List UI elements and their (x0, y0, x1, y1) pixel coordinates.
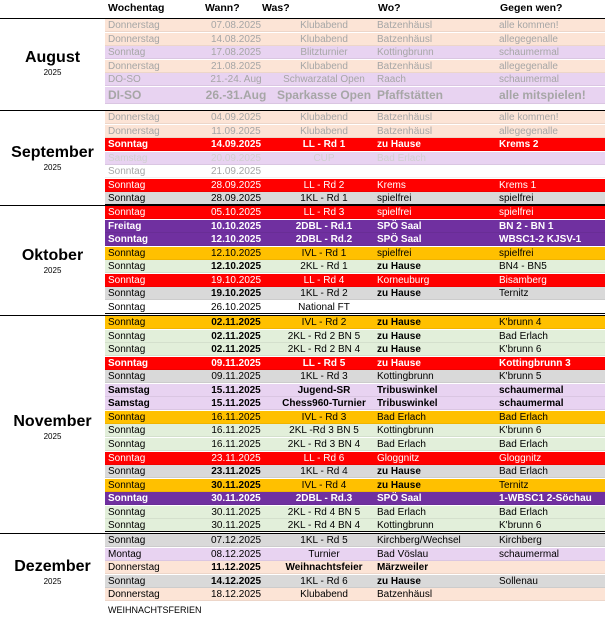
cell-date: 16.11.2025 (211, 438, 261, 450)
cell-where: Batzenhäusl (377, 20, 433, 31)
cell-what: LL - Rd 5 (302, 357, 346, 369)
cell-where: Batzenhäusl (377, 589, 433, 601)
cell-day: DO-SO (108, 74, 141, 86)
cell-where: Tribuswinkel (377, 398, 438, 410)
cell-what: Sparkasse Open (276, 87, 372, 102)
table-row (105, 220, 605, 233)
table-row (105, 561, 605, 574)
cell-date: 09.11.2025 (211, 371, 261, 383)
cell-what: Jugend-SR (297, 384, 351, 396)
cell-what: 2KL - Rd 4 BN 4 (287, 520, 361, 532)
month-name: August (24, 49, 81, 66)
table-row (105, 452, 605, 465)
table-row (105, 316, 605, 329)
header-wann: Wann? (205, 2, 240, 14)
cell-what: IVL - Rd 2 (301, 317, 347, 328)
table-row (105, 33, 605, 46)
cell-date: 12.10.2025 (210, 234, 262, 246)
cell-day: Samstag (108, 152, 148, 164)
cell-opponent: Krems 2 (499, 139, 539, 151)
table-row (105, 588, 605, 601)
cell-opponent: allegegenalle (499, 33, 558, 45)
cell-day: Sonntag (108, 425, 146, 437)
cell-opponent: schaumermal (499, 548, 560, 560)
cell-where: Bad Vöslau (377, 548, 429, 560)
cell-day: Sonntag (108, 466, 146, 478)
table-row (105, 73, 605, 86)
cell-date: 30.11.2025 (211, 506, 261, 518)
cell-day: Donnerstag (108, 589, 160, 601)
cell-opponent: BN 2 - BN 1 (499, 220, 554, 232)
cell-what: LL - Rd 3 (303, 207, 345, 218)
cell-opponent: allegegenalle (499, 125, 558, 137)
cell-where: zu Hause (377, 357, 421, 369)
table-row (105, 87, 605, 104)
header-wochentag: Wochentag (108, 2, 165, 14)
cell-date: 26.10.2025 (210, 301, 262, 313)
cell-what: Klubabend (300, 589, 348, 601)
cell-where: Tribuswinkel (377, 384, 438, 396)
cell-day: Sonntag (108, 479, 146, 491)
cell-day: Sonntag (108, 47, 146, 59)
cell-where: Batzenhäusl (377, 60, 433, 72)
cell-opponent: K'brunn 6 (499, 344, 542, 356)
cell-where: Raach (377, 74, 406, 86)
table-row (105, 492, 605, 505)
cell-day: Sonntag (108, 179, 146, 191)
cell-opponent: Ternitz (499, 288, 529, 300)
cell-opponent: Bad Erlach (499, 466, 548, 478)
cell-what: 2KL - Rd 2 BN 4 (287, 344, 361, 356)
cell-what: LL - Rd 1 (302, 139, 346, 151)
cell-where: zu Hause (377, 575, 421, 587)
cell-opponent: spielfrei (499, 247, 534, 259)
cell-day: DI-SO (108, 87, 142, 102)
cell-day: Sonntag (108, 139, 148, 151)
header-wo: Wo? (378, 2, 401, 14)
cell-where: SPÖ Saal (377, 234, 422, 246)
cell-where: SPÖ Saal (377, 493, 422, 505)
cell-where: spielfrei (377, 207, 412, 218)
cell-date: 10.10.2025 (210, 220, 262, 232)
cell-what: CUP (313, 152, 335, 164)
cell-what: Schwarzatal Open (283, 74, 365, 86)
cell-where: zu Hause (377, 330, 421, 342)
cell-date: 28.09.2025 (210, 179, 262, 191)
cell-day: Sonntag (108, 575, 146, 587)
table-row (105, 152, 605, 165)
cell-date: 05.10.2025 (210, 207, 262, 218)
cell-where: spielfrei (377, 247, 412, 259)
cell-what: 2KL -Rd 3 BN 5 (289, 425, 359, 437)
cell-date: 08.12.2025 (210, 548, 262, 560)
cell-day: Sonntag (108, 535, 146, 546)
cell-date: 30.11.2025 (211, 493, 261, 505)
cell-day: Sonntag (108, 274, 146, 286)
cell-date: 11.12.2025 (211, 562, 261, 574)
cell-date: 12.10.2025 (210, 247, 262, 259)
cell-day: Sonntag (108, 344, 146, 356)
cell-date: 16.11.2025 (211, 411, 261, 423)
cell-what: 1KL - Rd 5 (300, 535, 348, 546)
cell-day: Donnerstag (108, 20, 160, 31)
cell-day: Montag (108, 548, 142, 560)
cell-where: Bad Erlach (377, 411, 426, 423)
cell-what: Klubabend (300, 20, 348, 31)
cell-what: Chess960-Turnier (282, 398, 366, 410)
cell-date: 02.11.2025 (211, 317, 261, 328)
cell-where: Kottingbrunn (377, 47, 434, 59)
cell-what: 1KL - Rd 4 (300, 466, 348, 478)
header-gegen: Gegen wen? (500, 2, 563, 14)
cell-opponent: Bad Erlach (499, 411, 548, 423)
cell-date: 14.08.2025 (210, 33, 262, 45)
cell-what: LL - Rd 2 (303, 179, 345, 191)
cell-day: Donnerstag (108, 60, 160, 72)
cell-opponent: Ternitz (499, 479, 529, 491)
cell-opponent: Gloggnitz (499, 452, 542, 464)
cell-opponent: WBSC1-2 KJSV-1 (499, 234, 582, 246)
cell-where: zu Hause (377, 344, 421, 356)
cell-date: 19.10.2025 (210, 274, 262, 286)
cell-day: Samstag (108, 398, 150, 410)
cell-date: 26.-31.Aug (205, 87, 267, 102)
cell-opponent: schaumermal (499, 398, 564, 410)
cell-what: Klubabend (300, 60, 348, 72)
cell-opponent: Krems 1 (499, 179, 537, 191)
cell-date: 17.08.2025 (210, 47, 262, 59)
table-row (105, 60, 605, 73)
cell-what: 2KL - Rd 3 BN 4 (287, 438, 361, 450)
cell-day: Sonntag (108, 520, 146, 532)
cell-where: zu Hause (377, 466, 421, 478)
cell-date: 21.-24. Aug (210, 74, 262, 86)
month-november (0, 413, 105, 443)
cell-opponent: K'brunn 6 (499, 520, 542, 532)
cell-day: Donnerstag (108, 112, 160, 123)
month-september (0, 144, 105, 174)
month-year: 2025 (43, 266, 62, 275)
cell-opponent: allegegenalle (499, 60, 558, 72)
cell-opponent: Bad Erlach (499, 438, 548, 450)
cell-date: 30.11.2025 (211, 479, 261, 491)
cell-date: 07.08.2025 (210, 20, 262, 31)
cell-day: Donnerstag (108, 562, 160, 574)
cell-date: 04.09.2025 (210, 112, 262, 123)
cell-date: 12.10.2025 (210, 261, 262, 273)
month-year: 2025 (43, 432, 62, 441)
cell-day: Sonntag (108, 301, 146, 313)
cell-where: Korneuburg (377, 274, 430, 286)
cell-opponent: 1-WBSC1 2-Söchau (499, 493, 592, 505)
cell-what: LL - Rd 4 (303, 274, 345, 286)
cell-date: 02.11.2025 (211, 330, 261, 342)
cell-day: Freitag (108, 220, 142, 232)
cell-date: 11.09.2025 (211, 125, 261, 137)
cell-opponent: Sollenau (499, 575, 538, 587)
table-row (105, 575, 605, 588)
footer-note: WEIHNACHTSFERIEN (108, 605, 202, 615)
cell-day: Donnerstag (108, 33, 160, 45)
cell-what: Klubabend (300, 125, 348, 137)
cell-what: 1KL - Rd 3 (300, 371, 348, 383)
cell-what: 2DBL - Rd.2 (295, 234, 353, 246)
cell-what: 2KL - Rd 4 BN 5 (287, 506, 361, 518)
cell-opponent: Bad Erlach (499, 330, 548, 342)
month-oktober (0, 247, 105, 277)
cell-day: Sonntag (108, 330, 146, 342)
table-row (105, 330, 605, 343)
cell-opponent: Kirchberg (499, 535, 542, 546)
cell-date: 14.12.2025 (210, 575, 262, 587)
table-row (105, 479, 605, 492)
cell-opponent: alle kommen! (499, 20, 559, 31)
cell-opponent: K'brunn 4 (499, 317, 542, 328)
cell-date: 15.11.2025 (211, 398, 261, 410)
cell-what: 2DBL - Rd.3 (295, 493, 353, 505)
table-row (105, 548, 605, 561)
cell-date: 23.11.2025 (211, 466, 261, 478)
cell-date: 15.11.2025 (211, 384, 261, 396)
month-name: September (11, 144, 94, 161)
cell-where: Pfaffstätten (377, 87, 444, 102)
table-row (105, 192, 605, 205)
table-row (105, 343, 605, 356)
table-row (105, 260, 605, 273)
cell-what: 1KL - Rd 1 (300, 193, 348, 205)
cell-opponent: K'brunn 5 (499, 371, 542, 383)
table-row (105, 506, 605, 519)
cell-day: Sonntag (108, 193, 146, 205)
cell-date: 20.09.2025 (210, 152, 262, 164)
table-row (105, 438, 605, 451)
cell-opponent: spielfrei (499, 207, 534, 218)
cell-where: Kirchberg/Wechsel (377, 535, 461, 546)
cell-day: Sonntag (108, 247, 146, 259)
cell-day: Sonntag (108, 438, 146, 450)
cell-day: Sonntag (108, 371, 146, 383)
cell-date: 02.11.2025 (211, 344, 261, 356)
cell-where: Batzenhäusl (377, 112, 433, 123)
table-row (105, 165, 605, 178)
table-row (105, 424, 605, 437)
table-row (105, 19, 605, 32)
cell-what: Klubabend (300, 112, 348, 123)
table-row (105, 357, 605, 370)
cell-day: Sonntag (108, 357, 148, 369)
cell-what: 2DBL - Rd.1 (295, 220, 353, 232)
month-august (0, 49, 105, 79)
cell-date: 23.11.2025 (211, 452, 261, 464)
cell-where: spielfrei (377, 193, 412, 205)
table-row (105, 534, 605, 547)
cell-where: zu Hause (377, 479, 421, 491)
table-row (105, 125, 605, 138)
table-row (105, 179, 605, 192)
table-row (105, 370, 605, 383)
table-row (105, 301, 605, 314)
cell-where: Batzenhäusl (377, 125, 433, 137)
cell-date: 14.09.2025 (210, 139, 262, 151)
cell-what: IVL - Rd 3 (301, 411, 347, 423)
cell-opponent: K'brunn 6 (499, 425, 542, 437)
cell-what: 1KL - Rd 6 (300, 575, 348, 587)
cell-date: 21.09.2025 (210, 166, 262, 178)
table-row (105, 465, 605, 478)
table-row (105, 287, 605, 300)
table-row (105, 138, 605, 151)
cell-where: Märzweiler (377, 562, 429, 574)
cell-what: LL - Rd 6 (303, 452, 345, 464)
month-year: 2025 (43, 577, 62, 586)
cell-opponent: spielfrei (499, 193, 534, 205)
cell-day: Sonntag (108, 234, 148, 246)
table-row (105, 411, 605, 424)
cell-opponent: Kottingbrunn 3 (499, 357, 571, 369)
month-dezember (0, 558, 105, 588)
cell-day: Sonntag (108, 411, 146, 423)
cell-day: Sonntag (108, 207, 146, 218)
table-row (105, 206, 605, 219)
cell-opponent: schaumermal (499, 74, 560, 86)
cell-what: 2KL - Rd 2 BN 5 (287, 330, 361, 342)
month-name: November (13, 413, 92, 430)
table-row (105, 247, 605, 260)
cell-where: Bad Erlach (377, 152, 426, 164)
cell-day: Sonntag (108, 493, 148, 505)
cell-where: zu Hause (377, 261, 421, 273)
table-row (105, 274, 605, 287)
table-row (105, 384, 605, 397)
cell-what: Turnier (308, 548, 340, 560)
cell-opponent: schaumermal (499, 47, 560, 59)
cell-what: Weihnachtsfeier (285, 562, 363, 574)
cell-day: Sonntag (108, 506, 146, 518)
month-year: 2025 (43, 68, 62, 77)
month-name: Oktober (21, 247, 84, 264)
table-row (105, 111, 605, 124)
cell-day: Sonntag (108, 317, 146, 328)
cell-where: Bad Erlach (377, 506, 426, 518)
cell-date: 09.11.2025 (211, 357, 261, 369)
cell-day: Sonntag (108, 166, 146, 178)
cell-opponent: schaumermal (499, 384, 564, 396)
cell-opponent: alle mitspielen! (499, 87, 586, 102)
cell-day: Sonntag (108, 452, 146, 464)
cell-what: Blitzturnier (300, 47, 348, 59)
cell-date: 19.10.2025 (210, 288, 262, 300)
cell-where: zu Hause (377, 139, 421, 151)
month-name: Dezember (14, 558, 91, 575)
cell-what: IVL - Rd 1 (301, 247, 347, 259)
cell-day: Donnerstag (108, 125, 160, 137)
table-row (105, 233, 605, 246)
table-row (105, 46, 605, 59)
cell-where: Kottingbrunn (377, 520, 434, 532)
cell-date: 30.11.2025 (211, 520, 261, 532)
header-was: Was? (262, 2, 290, 14)
cell-date: 16.11.2025 (211, 425, 261, 437)
cell-opponent: alle kommen! (499, 112, 559, 123)
table-row (105, 519, 605, 532)
table-row (105, 397, 605, 410)
cell-what: Klubabend (300, 33, 348, 45)
cell-what: 1KL - Rd 2 (300, 288, 348, 300)
cell-where: Batzenhäusl (377, 33, 433, 45)
cell-where: Kottingbrunn (377, 425, 434, 437)
cell-day: Sonntag (108, 288, 146, 300)
cell-where: Kottingbrunn (377, 371, 434, 383)
cell-what: National FT (298, 301, 350, 313)
cell-what: IVL - Rd 4 (301, 479, 347, 491)
cell-where: Krems (377, 179, 406, 191)
cell-date: 21.08.2025 (210, 60, 262, 72)
cell-opponent: Bisamberg (499, 274, 547, 286)
cell-date: 18.12.2025 (210, 589, 262, 601)
cell-where: zu Hause (377, 288, 421, 300)
month-year: 2025 (43, 163, 62, 172)
cell-day: Sonntag (108, 261, 146, 273)
cell-where: SPÖ Saal (377, 220, 422, 232)
cell-where: Bad Erlach (377, 438, 426, 450)
cell-date: 07.12.2025 (210, 535, 262, 546)
cell-date: 28.09.2025 (210, 193, 262, 205)
cell-where: zu Hause (377, 317, 421, 328)
cell-what: 2KL - Rd 1 (300, 261, 348, 273)
cell-where: Gloggnitz (377, 452, 420, 464)
cell-opponent: Bad Erlach (499, 506, 548, 518)
cell-opponent: BN4 - BN5 (499, 261, 547, 273)
cell-day: Samstag (108, 384, 150, 396)
